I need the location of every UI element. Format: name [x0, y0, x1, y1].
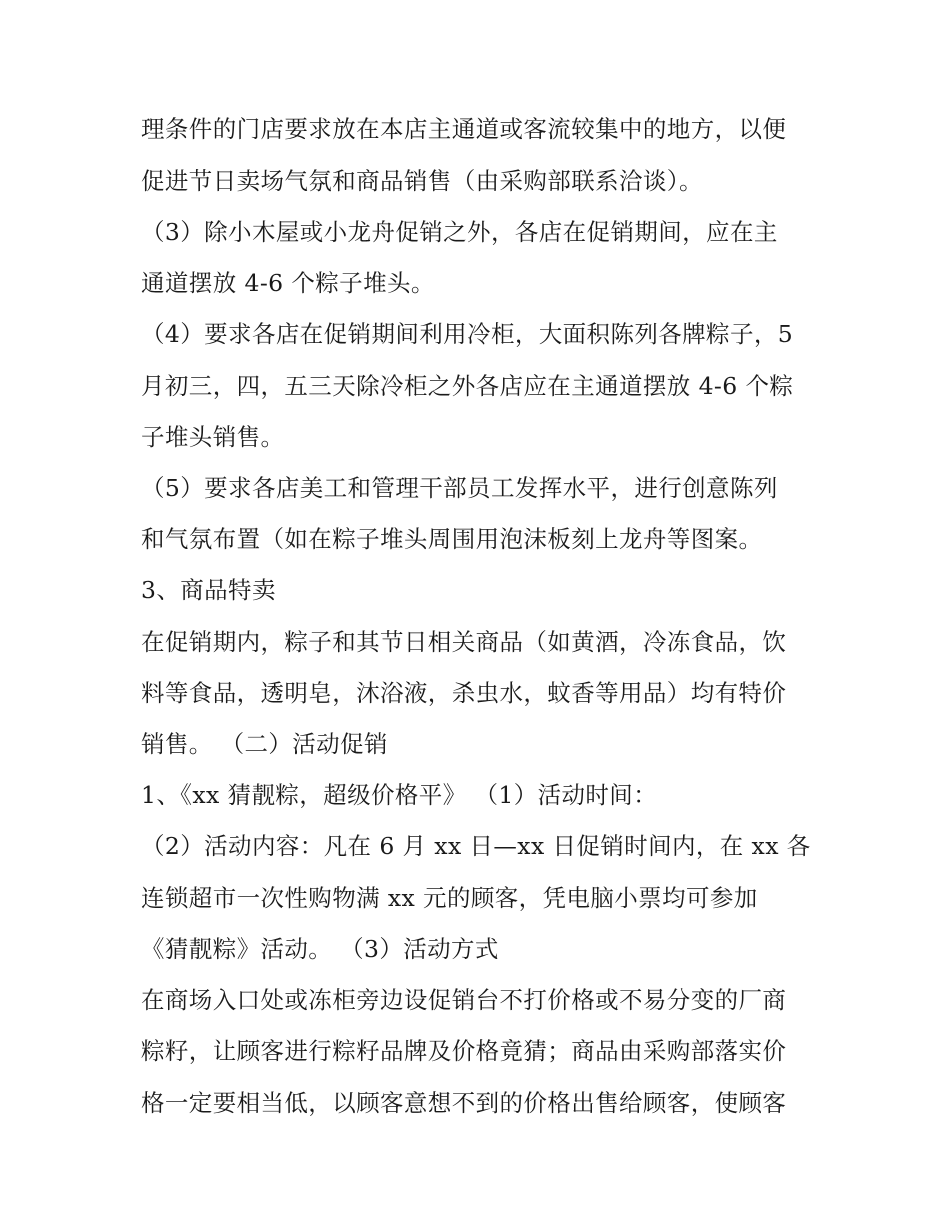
text-line: （4）要求各店在促销期间利用冷柜，大面积陈列各牌粽子，5	[141, 320, 794, 348]
text-line: （2）活动内容：凡在 6 月 xx 日—xx 日促销时间内，在 xx 各	[141, 832, 811, 860]
text-line: 月初三，四，五三天除冷柜之外各店应在主通道摆放 4-6 个粽	[141, 372, 794, 400]
text-line: 在促销期内，粽子和其节日相关商品（如黄酒，冷冻食品，饮	[141, 628, 787, 656]
text-line: 通道摆放 4-6 个粽子堆头。	[141, 269, 435, 297]
text-line: （5）要求各店美工和管理干部员工发挥水平，进行创意陈列	[141, 474, 778, 502]
text-line: 料等食品，透明皂，沐浴液，杀虫水，蚊香等用品）均有特价	[141, 679, 787, 707]
text-line: （3）除小木屋或小龙舟促销之外，各店在促销期间，应在主	[141, 218, 778, 246]
section-heading: 3、商品特卖	[141, 576, 276, 604]
text-line: 理条件的门店要求放在本店主通道或客流较集中的地方，以便	[141, 115, 787, 143]
text-line: 《猜靓粽》活动。 （3）活动方式	[141, 935, 499, 963]
text-line: 粽籽，让顾客进行粽籽品牌及价格竟猜；商品由采购部落实价	[141, 1037, 787, 1065]
text-line: 和气氛布置（如在粽子堆头周围用泡沫板刻上龙舟等图案。	[141, 525, 763, 553]
text-line: 销售。 （二）活动促销	[141, 730, 388, 758]
text-line: 1、《xx 猜靓粽，超级价格平》 （1）活动时间：	[141, 781, 658, 809]
text-line: 格一定要相当低，以顾客意想不到的价格出售给顾客，使顾客	[141, 1089, 787, 1117]
text-line: 连锁超市一次性购物满 xx 元的顾客，凭电脑小票均可参加	[141, 884, 758, 912]
text-line: 促进节日卖场气氛和商品销售（由采购部联系洽谈）。	[141, 167, 703, 195]
text-line: 子堆头销售。	[141, 423, 285, 451]
text-line: 在商场入口处或冻柜旁边设促销台不打价格或不易分变的厂商	[141, 986, 787, 1014]
